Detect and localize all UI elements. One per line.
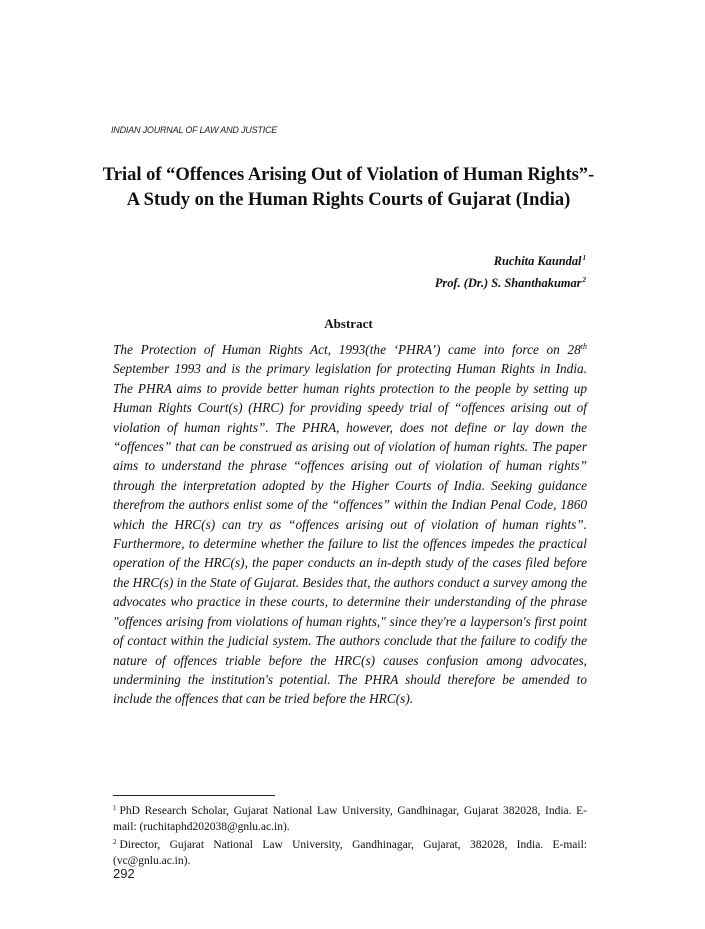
running-head: INDIAN JOURNAL OF LAW AND JUSTICE [111,125,278,135]
abstract-text: The Protection of Human Rights Act, 1993(the ‘PHRA’) came into force on 28 [113,342,581,357]
author-name: Prof. (Dr.) S. Shanthakumar [434,276,582,290]
footnote-mark: 2 [113,838,117,846]
footnote-1 [113,801,587,835]
author-2 [435,271,586,293]
footnote-ref[interactable]: 1 [582,254,586,262]
abstract-body [113,340,587,709]
footnote-divider [113,795,275,796]
author-list [435,249,586,293]
footnote-text: Director, Gujarat National Law University, Gandhinagar, Gujarat, 382028, India. E-mail: (vc@gnlu.ac.in). [113,839,587,867]
footnote-ref[interactable]: 2 [582,276,586,284]
paper-title: Trial of “Offences Arising Out of Violation of Human Rights”- A Study on the Human Rights Courts of Gujarat (India) [102,165,595,210]
author-name: Ruchita Kaundal [493,254,582,268]
ordinal-superscript: th [580,342,587,351]
abstract-heading: Abstract [324,316,373,331]
footnote-2 [113,835,587,869]
author-1 [435,249,586,271]
footnotes [113,801,587,869]
footnote-text: PhD Research Scholar, Gujarat National Law University, Gandhinagar, Gujarat 382028, India. E-mail: (ruchitaphd202038@gnlu.ac.in). [113,805,587,833]
page-number: 292 [113,866,135,881]
abstract-text: September 1993 and is the primary legislation for protecting Human Rights in India. The PHRA aims to provide better human rights protection to the people by setting up Human Rights Court(s) (HRC) for providing speedy trial of “offences arising out of violation of human rights”. The PHRA, however, does not define or lay down the “offences” that can be construed as arising out of violation of human rights. The paper aims to understand the phrase “offences arising out of violation of human rights” through the interpretation adopted by the Higher Courts of India. Seeking guidance therefrom the authors enlist some of the “offences” within the Indian Penal Code, 1860 which the HRC(s) can try as “offences arising out of violation of human rights”. Furthermore, to determine whether the failure to list the offences impedes the practical operation of the HRC(s), the paper conducts an in-depth study of the cases filed before the HRC(s) in the State of Gujarat. Besides that, the authors conduct a survey among the advocates who practice in these courts, to determine their understanding of the phrase "offences arising from violations of human rights," since they're a layperson's first point of contact within the judicial system. The authors conclude that the failure to codify the nature of offences triable before the HRC(s) causes confusion among advocates, undermining the institution's potential. The PHRA should therefore be amended to include the offences that can be tried before the HRC(s). [113,361,587,707]
footnote-mark: 1 [113,804,117,812]
